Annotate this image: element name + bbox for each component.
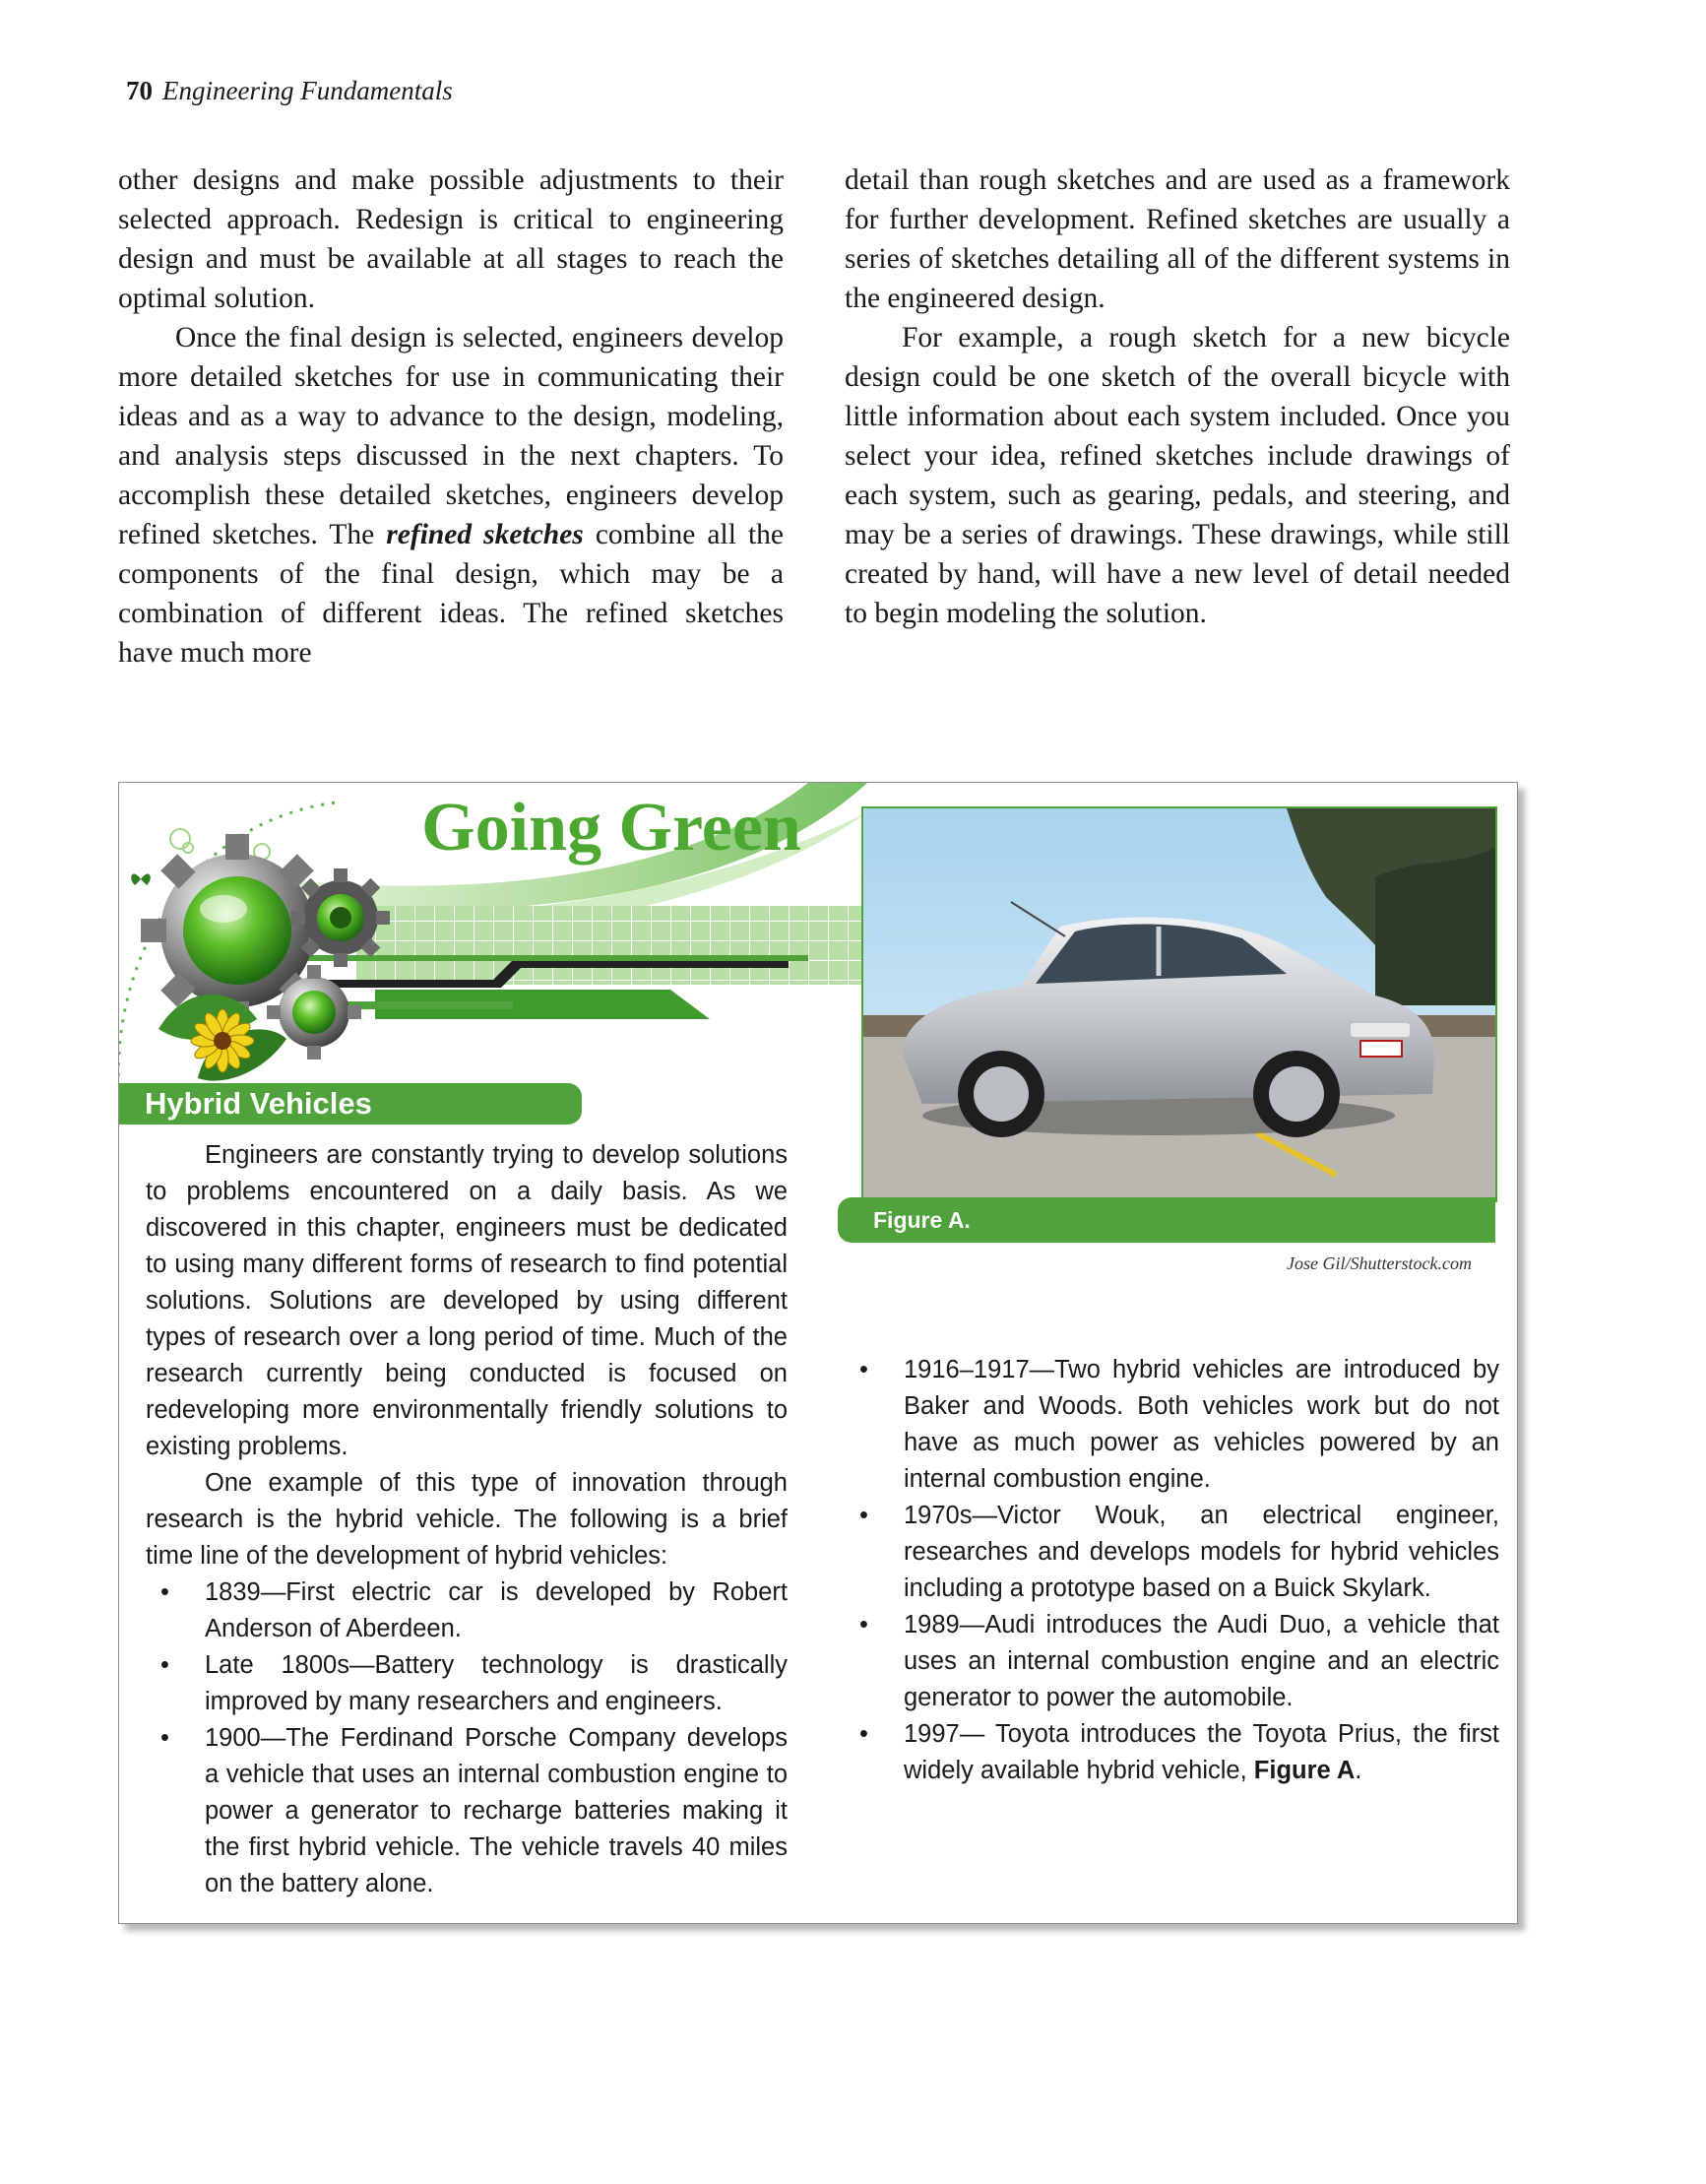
timeline-text: 1989—Audi introduces the Audi Duo, a vehicle that uses an internal combustion engine and an electric generator to power the automobile. bbox=[904, 1611, 1499, 1711]
bullet-icon: • bbox=[859, 1356, 868, 1383]
intro-paragraph: One example of this type of innovation through research is the hybrid vehicle. The following is a brief time line of the development of hybrid vehicles: bbox=[146, 1469, 788, 1570]
timeline-item bbox=[845, 1607, 1499, 1716]
text-run: Once the final design is selected, engineers develop more detailed sketches for use in communicating their ideas and as a way to advance to the design, modeling, and analysis steps discussed in the next chapters. To accomplish these detailed sketches, engineers develop refined sketches. The bbox=[118, 322, 784, 550]
timeline-text: 1900—The Ferdinand Porsche Company develops a vehicle that uses an internal combustion engine to power a generator to recharge batteries making it the first hybrid vehicle. The vehicle travels 40 miles on the battery alone. bbox=[205, 1724, 788, 1897]
body-paragraph bbox=[845, 318, 1510, 633]
key-term: refined sketches bbox=[386, 519, 584, 550]
running-title: Engineering Fundamentals bbox=[162, 76, 453, 105]
body-paragraph bbox=[118, 318, 784, 673]
text-run: . bbox=[1355, 1757, 1362, 1784]
bullet-icon: • bbox=[160, 1578, 169, 1606]
timeline-item bbox=[845, 1498, 1499, 1607]
timeline-list-right bbox=[845, 1352, 1499, 1789]
figure-a-photo bbox=[861, 806, 1497, 1202]
bullet-icon: • bbox=[160, 1724, 169, 1752]
running-header bbox=[126, 71, 453, 110]
page-number: 70 bbox=[126, 76, 153, 105]
body-column-left bbox=[118, 161, 784, 673]
photo-credit: Jose Gil/Shutterstock.com bbox=[1287, 1253, 1472, 1273]
bullet-icon: • bbox=[160, 1651, 169, 1679]
section-title: Hybrid Vehicles bbox=[119, 1083, 582, 1124]
timeline-text: 1916–1917—Two hybrid vehicles are introduced by Baker and Woods. Both vehicles work but do not have as much power as vehicles powered by an internal combustion engine. bbox=[904, 1356, 1499, 1493]
text-run: For example, a rough sketch for a new bicycle design could be one sketch of the overall bicycle with little information about each system included. Once you select your idea, refined sketches include drawings of each system, such as gearing, pedals, and steering, and may be a series of drawings. These drawings, while still created by hand, will have a new level of detail needed to begin modeling the solution. bbox=[845, 322, 1510, 629]
butterfly-icon bbox=[131, 873, 151, 885]
car-photo-illustration bbox=[863, 808, 1495, 1200]
timeline-item bbox=[146, 1720, 788, 1902]
feature-column-right bbox=[845, 1352, 1499, 1789]
timeline-item bbox=[146, 1647, 788, 1720]
body-paragraph bbox=[118, 161, 784, 318]
feature-banner-title: Going Green bbox=[421, 790, 801, 866]
going-green-feature bbox=[118, 782, 1518, 1924]
timeline-item bbox=[845, 1352, 1499, 1498]
feature-column-left bbox=[146, 1137, 788, 1902]
gear-icon bbox=[291, 868, 390, 967]
text-run: other designs and make possible adjustments to their selected approach. Redesign is critical to engineering design and must be available at all stages to reach the optimal solution. bbox=[118, 164, 784, 314]
body-column-right bbox=[845, 161, 1510, 633]
text-run: combine all the components of the final design, which may be a combination of different ideas. The refined sketches have much more bbox=[118, 519, 784, 669]
timeline-item bbox=[845, 1716, 1499, 1789]
intro-paragraph: Engineers are constantly trying to develop solutions to problems encountered on a daily basis. As we discovered in this chapter, engineers must be dedicated to using many different forms of research to find potential solutions. Solutions are developed by using different types of research over a long period of time. Much of the research currently being conducted is focused on redeveloping more environmentally friendly solutions to existing problems. bbox=[146, 1141, 788, 1460]
bullet-icon: • bbox=[859, 1611, 868, 1638]
timeline-text: 1997— Toyota introduces the Toyota Prius, the first widely available hybrid vehicle, bbox=[904, 1720, 1499, 1784]
bullet-icon: • bbox=[859, 1502, 868, 1529]
figure-a-caption: Figure A. bbox=[838, 1197, 1495, 1243]
timeline-item bbox=[146, 1574, 788, 1647]
timeline-list-left bbox=[146, 1574, 788, 1902]
timeline-text: 1839—First electric car is developed by Robert Anderson of Aberdeen. bbox=[205, 1578, 788, 1642]
body-paragraph bbox=[845, 161, 1510, 318]
timeline-text: 1970s—Victor Wouk, an electrical engineer, researches and develops models for hybrid vehicles including a prototype based on a Buick Skylark. bbox=[904, 1502, 1499, 1602]
bullet-icon: • bbox=[859, 1720, 868, 1748]
figure-reference: Figure A bbox=[1253, 1757, 1356, 1784]
text-run: detail than rough sketches and are used as a framework for further development. Refined sketches are usually a series of sketches detailing all of the different systems in the engineered design. bbox=[845, 164, 1510, 314]
timeline-text: Late 1800s—Battery technology is drastically improved by many researchers and engineers. bbox=[205, 1651, 788, 1715]
